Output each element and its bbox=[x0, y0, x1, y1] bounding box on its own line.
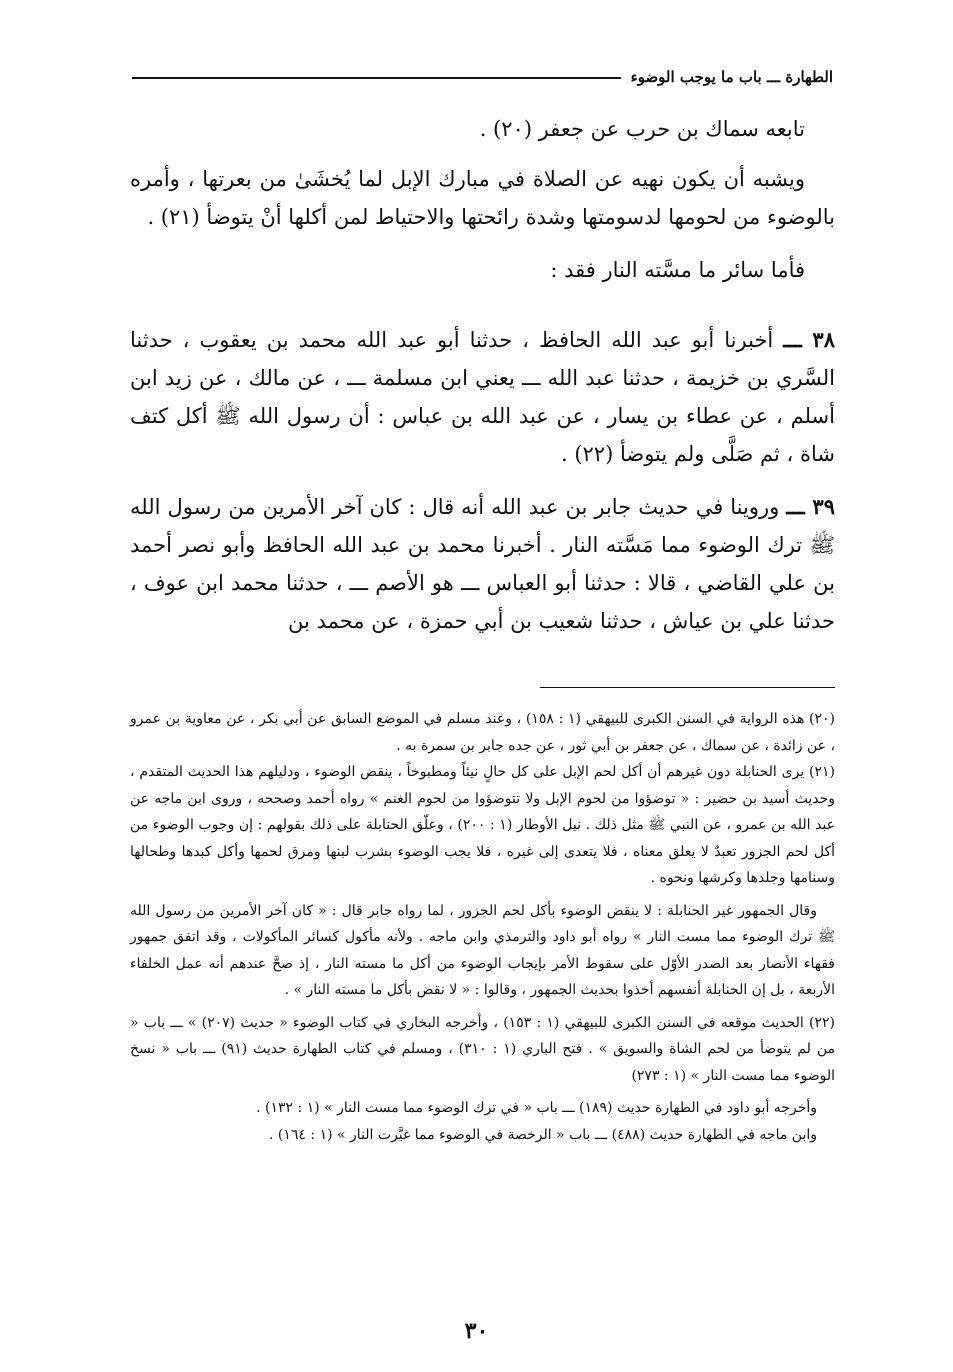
hadith-number-38: ٣٨ ـــ bbox=[783, 327, 835, 352]
hadith-38 bbox=[130, 321, 835, 473]
footnote-20: (٢٠) هذه الرواية في السنن الكبرى للبيهقي (١ : ١٥٨) ، وعند مسلم في الموضع السابق عن أبي بكر ، عن معاوية بن عمرو ، عن زائدة ، عن سماك ، عن جعفر بن أبي ثور ، عن جده جابر بن سمرة به . bbox=[130, 711, 836, 754]
paragraph-explanation: ويشبه أن يكون نهيه عن الصلاة في مبارك الإبل لما يُخشَىٰ من بعرتها ، وأمره بالوضوء من لحومها لدسومتها وشدة رائحتها والاحتياط لمن أكلها أنْ يتوضأ (٢١) . bbox=[130, 167, 835, 229]
page-number: ٣٠ bbox=[464, 1318, 489, 1344]
page-header bbox=[132, 62, 833, 92]
footnote-21-continued: وقال الجمهور غير الحنابلة : لا ينقض الوضوء بأكل لحم الجزور ، لما رواه جابر قال : « كان آخر الأمرين من رسول الله ﷺ ترك الوضوء مما مست النار » رواه أبو داود والترمذي وابن ماجه . ولأنه مأكول كسائر المأكولات ، وقد اتفق جمهور فقهاء الأنصار بعد الصدر الأوّل على سقوط الأمر بإيجاب الوضوء من أكل ما مسته النار ، إذ صحَّ عندهم أنه عمل الخلفاء الأربعة ، بل إن الحنابلة أنفسهم أخذوا بحديث الجمهور ، وقالوا : « لا نقض بأكل ما مسته النار » . bbox=[130, 902, 835, 998]
footnote-21: (٢١) يرى الحنابلة دون غيرهم أن أكل لحم الإبل على كل حالٍ نيئاً ومطبوخاً ، ينقض الوضوء ، ودليلهم هذا الحديث المتقدم ، وحديث أسيد بن حضير : « توضؤوا من لحوم الإبل ولا تتوضؤوا من لحوم الغنم » رواه أحمد وصححه ، وروى ابن ماجه عن عبد الله بن عمرو ، عن النبي ﷺ مثل ذلك . نيل الأوطار (١ : ٢٠٠) ، وعلّق الحنابلة على ذلك بقولهم : إن وجوب الوضوء من أكل لحم الجزور تعبدٌ لا يعلق معناه ، فلا يتعدى إلى غيره ، فلا يجب الوضوء بشرب لبنها ومرق لحمها وأكل كبدها وطحالها وسنامها وجلدها وكرشها ونحوه . bbox=[130, 764, 835, 886]
footnote-22-abu-dawud: وأخرجه أبو داود في الطهارة حديث (١٨٩) ـــ باب « في ترك الوضوء مما مست النار » (١ : ١٣٢) . bbox=[256, 1100, 817, 1116]
hadith-39-text: وروينا في حديث جابر بن عبد الله أنه قال : كان آخر الأمرين من رسول الله ﷺ ترك الوضوء مما مَسَّته النار . أخبرنا محمد بن عبد الله الحافظ وأبو نصر أحمد بن علي القاضي ، قالا : حدثنا أبو العباس ـــ هو الأصم ـــ ، حدثنا محمد ابن عوف ، حدثنا علي بن عياش ، حدثنا شعيب بن أبي حمزة ، عن محمد بن bbox=[130, 495, 835, 633]
main-text bbox=[130, 100, 835, 640]
hadith-number-39: ٣٩ ـــ bbox=[786, 494, 835, 519]
hadith-38-text: أخبرنا أبو عبد الله الحافظ ، حدثنا أبو عبد الله محمد بن يعقوب ، حدثنا السَّري بن خزيمة ، حدثنا عبد الله ـــ يعني ابن مسلمة ـــ ، عن مالك ، عن زيد ابن أسلم ، عن عطاء بن يسار ، عن عبد الله بن عباس : أن رسول الله ﷺ أكل كتف شاة ، ثم صَلَّى ولم يتوضأ (٢٢) . bbox=[130, 328, 835, 466]
hadith-39 bbox=[130, 488, 835, 640]
running-head: الطهارة ـــ باب ما يوجب الوضوء bbox=[630, 68, 833, 86]
header-rule bbox=[132, 77, 621, 79]
paragraph-follow-up: تابعه سماك بن حرب عن جعفر (٢٠) . bbox=[479, 117, 805, 141]
footnote-22-ibn-majah: وابن ماجه في الطهارة حديث (٤٨٨) ـــ باب « الرخصة في الوضوء مما غيَّرت النار » (١ : ١٦٤) . bbox=[269, 1126, 817, 1143]
paragraph-intro: فأما سائر ما مسَّته النار فقد : bbox=[550, 258, 805, 282]
footnote-22: (٢٢) الحديث موقعه في السنن الكبرى للبيهقي (١ : ١٥٣) ، وأخرجه البخاري في كتاب الوضوء « حديث (٢٠٧) » ـــ باب « من لم يتوضأ من لحم الشاة والسويق » . فتح الباري (١ : ٣١٠) ، ومسلم في كتاب الطهارة حديث (٩١) ـــ باب « نسخ الوضوء مما مست النار » (١ : ٢٧٣) bbox=[130, 1014, 836, 1084]
footnotes bbox=[130, 706, 835, 1148]
footnote-separator bbox=[540, 687, 835, 688]
